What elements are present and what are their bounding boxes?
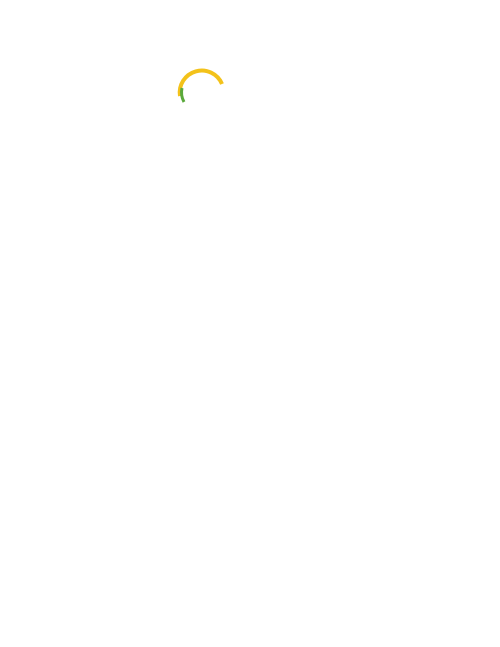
university-logo bbox=[174, 60, 324, 110]
border-top bbox=[0, 13, 500, 27]
border-left bbox=[22, 0, 36, 647]
border-bottom bbox=[0, 618, 500, 632]
border-right bbox=[465, 0, 479, 647]
